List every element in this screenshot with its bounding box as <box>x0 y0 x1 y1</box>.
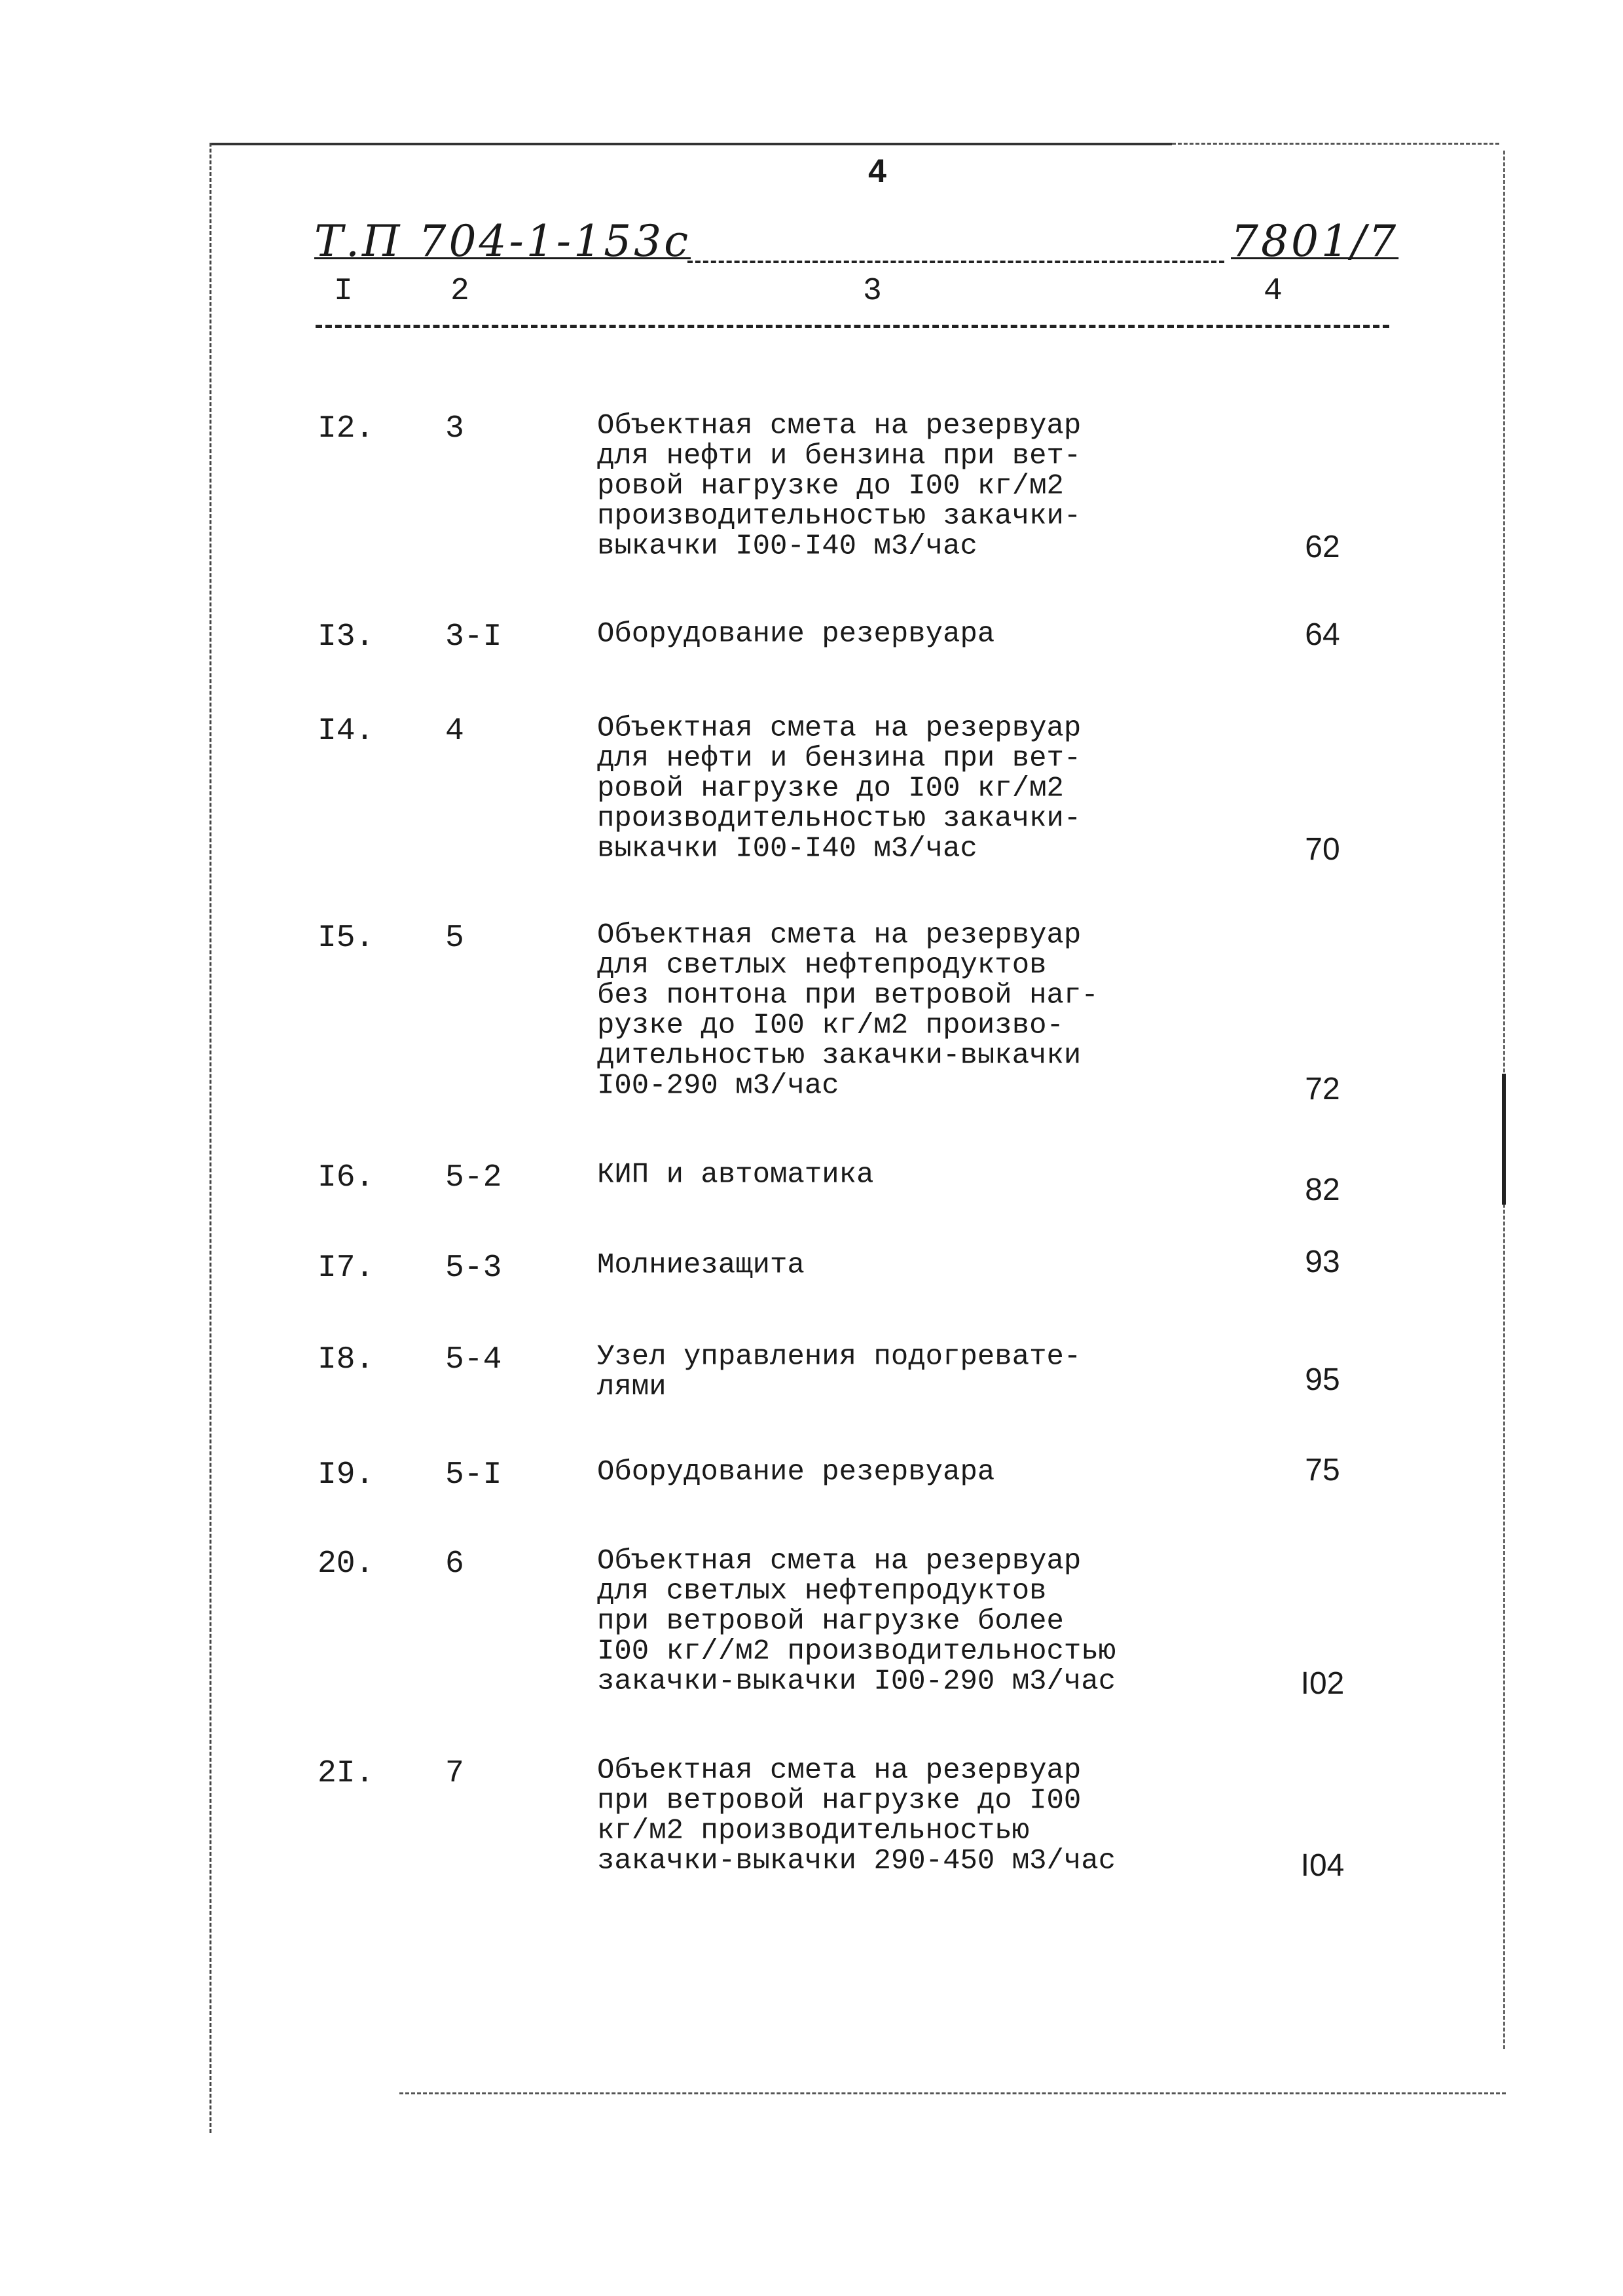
row-description: Объектная смета на резервуар для нефти и бензина при вет- ровой нагрузке до I00 кг/м2 производительностью закачки- выкачки I00-I40 м3/час <box>597 712 1082 866</box>
row-page: 75 <box>1305 1453 1340 1487</box>
row-number: I6. <box>318 1160 374 1195</box>
row-reference: 5-2 <box>445 1160 502 1195</box>
row-description: Оборудование резервуара <box>597 618 995 651</box>
row-reference: 6 <box>445 1546 464 1582</box>
row-description: Узел управления подогревате- лями <box>597 1341 1082 1404</box>
row-number: I4. <box>318 714 374 749</box>
row-page: 72 <box>1305 1072 1340 1106</box>
row-description: Объектная смета на резервуар для светлых нефтепродуктов без понтона при ветровой наг- рузке до I00 кг/м2 произво- дительностью закачки-выкачки I00-290 м3/час <box>597 919 1099 1102</box>
row-reference: 5-I <box>445 1457 502 1493</box>
document-registration-number: 7801/7 <box>1231 216 1399 266</box>
header-dashed-line <box>687 261 1224 263</box>
row-page: 64 <box>1305 617 1340 652</box>
document-code: Т.П 704-1-153с <box>314 216 691 266</box>
row-number: I9. <box>318 1457 374 1493</box>
row-reference: 3-I <box>445 619 502 655</box>
row-page: 93 <box>1305 1245 1340 1279</box>
row-description: Оборудование резервуара <box>597 1456 995 1489</box>
row-reference: 5 <box>445 920 464 956</box>
column-header-3: 3 <box>863 274 882 309</box>
row-number: I2. <box>318 411 374 446</box>
row-number: I7. <box>318 1250 374 1286</box>
row-reference: 5-3 <box>445 1250 502 1286</box>
row-description: Объектная смета на резервуар для светлых нефтепродуктов при ветровой нагрузке более I00 кг//м2 производительностью закачки-выкачки I00-290 м3/час <box>597 1545 1116 1698</box>
row-description: Объектная смета на резервуар при ветровой нагрузке до I00 кг/м2 производительностью закачки-выкачки 290-450 м3/час <box>597 1755 1116 1878</box>
column-header-1: I <box>334 274 353 309</box>
row-number: I8. <box>318 1342 374 1377</box>
frame-top-dashed-border <box>1172 143 1499 145</box>
row-page: 70 <box>1305 832 1340 867</box>
row-number: I5. <box>318 920 374 956</box>
row-reference: 4 <box>445 714 464 749</box>
column-header-2: 2 <box>450 274 469 309</box>
row-page: 62 <box>1305 530 1340 564</box>
row-page: I02 <box>1300 1666 1345 1701</box>
column-header-4: 4 <box>1264 274 1283 309</box>
frame-right-mark <box>1502 1074 1506 1205</box>
row-reference: 7 <box>445 1756 464 1791</box>
row-description: Объектная смета на резервуар для нефти и бензина при вет- ровой нагрузке до I00 кг/м2 производительностью закачки- выкачки I00-I40 м3/час <box>597 410 1082 563</box>
header-rule <box>316 325 1389 328</box>
row-number: I3. <box>318 619 374 655</box>
row-description: КИП и автоматика <box>597 1159 874 1192</box>
page-number: 4 <box>868 153 886 189</box>
row-page: 82 <box>1305 1173 1340 1207</box>
row-number: 20. <box>318 1546 374 1582</box>
row-reference: 3 <box>445 411 464 446</box>
row-description: Молниезащита <box>597 1249 805 1282</box>
row-reference: 5-4 <box>445 1342 502 1377</box>
frame-left-border <box>210 143 211 2133</box>
row-page: 95 <box>1305 1362 1340 1397</box>
row-page: I04 <box>1300 1848 1345 1883</box>
frame-top-border <box>210 143 1172 145</box>
frame-bottom-border <box>399 2092 1506 2094</box>
row-number: 2I. <box>318 1756 374 1791</box>
